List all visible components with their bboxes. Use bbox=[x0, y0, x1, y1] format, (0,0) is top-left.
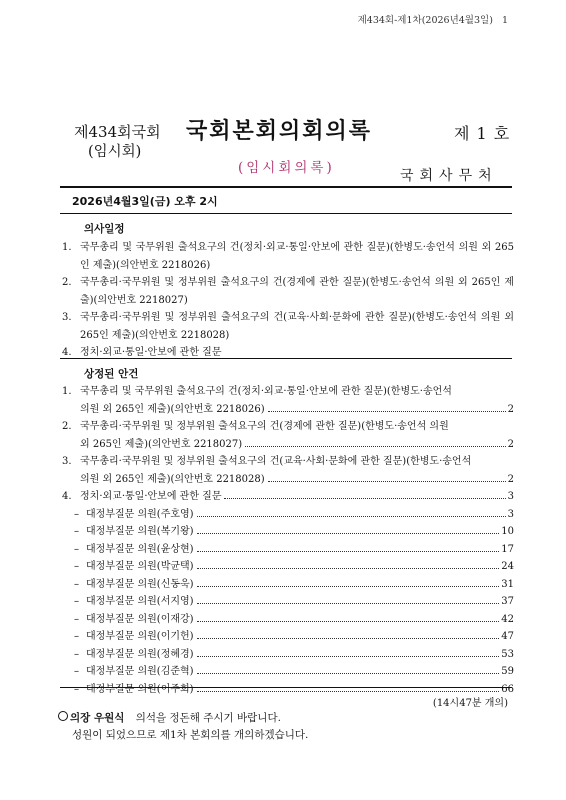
agenda-subitem-page: 3 bbox=[507, 508, 514, 520]
agenda-item[interactable] bbox=[62, 418, 514, 453]
agenda-item-number: 2. bbox=[62, 421, 72, 432]
agenda-subitem[interactable] bbox=[62, 558, 514, 576]
schedule-item bbox=[62, 309, 514, 344]
speech-continuation: 성원이 되었으므로 제1차 본회의를 개의하겠습니다. bbox=[72, 729, 309, 741]
agenda-subitem-page: 42 bbox=[501, 613, 514, 625]
agenda-item-text-cont: 정치·외교·통일·안보에 관한 질문 bbox=[80, 491, 222, 502]
session-label: 제434회국회 bbox=[74, 123, 161, 141]
title-divider bbox=[60, 186, 512, 188]
speaker-line bbox=[58, 710, 281, 725]
session-type-label: (임시회) bbox=[88, 144, 142, 160]
agenda-subitem-page: 31 bbox=[501, 578, 514, 590]
document-subtitle: (임시회의록) bbox=[238, 160, 335, 176]
agenda-item[interactable] bbox=[62, 383, 514, 418]
document-title: 국회본회의회의록 bbox=[186, 118, 373, 144]
leader-dots bbox=[197, 516, 506, 517]
leader-dots bbox=[197, 621, 500, 622]
running-header bbox=[358, 12, 508, 26]
subitem-dash: – bbox=[74, 666, 79, 677]
agenda-subitem-text: 대정부질문 의원(이재강) bbox=[86, 613, 194, 625]
agenda-subitem-text: 대정부질문 의원(윤상현) bbox=[86, 543, 194, 555]
agenda-heading: 상정된 안건 bbox=[84, 368, 139, 380]
agenda-subitem[interactable] bbox=[62, 646, 514, 664]
agenda-subitem-text: 대정부질문 의원(이주희) bbox=[86, 683, 194, 695]
agenda-subitem[interactable] bbox=[62, 628, 514, 646]
agenda-item-text-cont: 의원 외 265인 제출)(의안번호 2218026) bbox=[80, 403, 265, 415]
leader-dots bbox=[197, 586, 500, 587]
agenda-subitem[interactable] bbox=[62, 506, 514, 524]
agenda-item-text-cont: 의원 외 265인 제출)(의안번호 2218028) bbox=[80, 473, 265, 485]
date-divider bbox=[60, 213, 512, 214]
speaker-name: 의장 우원식 bbox=[70, 712, 125, 724]
issue-number: 제 1 호 bbox=[454, 124, 511, 143]
agenda-item-text-cont: 외 265인 제출)(의안번호 2218027) bbox=[80, 438, 243, 450]
leader-dots bbox=[197, 568, 500, 569]
schedule-list bbox=[62, 239, 514, 362]
agenda-item-text: 국무총리 및 국무위원 출석요구의 건(정치·외교·통일·안보에 관한 질문)(한병도·송언석 bbox=[80, 386, 452, 397]
agenda-subitem-page: 47 bbox=[501, 631, 514, 642]
schedule-item-text: 정치·외교·통일·안보에 관한 질문 bbox=[80, 347, 222, 358]
leader-dots bbox=[197, 603, 500, 604]
agenda-subitem-page: 53 bbox=[501, 648, 514, 660]
agenda-subitem[interactable] bbox=[62, 541, 514, 559]
agenda-subitem-text: 대정부질문 의원(신동욱) bbox=[86, 578, 194, 590]
leader-dots bbox=[197, 691, 500, 692]
agenda-subitem[interactable] bbox=[62, 593, 514, 611]
agenda-subitem-page: 59 bbox=[501, 666, 514, 677]
agenda-item-page: 3 bbox=[507, 491, 514, 502]
schedule-item bbox=[62, 239, 514, 274]
schedule-item-number: 2. bbox=[62, 277, 72, 288]
agenda-item-number: 3. bbox=[62, 456, 72, 467]
agenda-item-page: 2 bbox=[507, 473, 514, 485]
subitem-dash: – bbox=[74, 631, 79, 642]
subitem-dash: – bbox=[74, 648, 79, 660]
agenda-item-number: 1. bbox=[62, 386, 72, 397]
agenda-subitem-page: 10 bbox=[501, 526, 514, 537]
subitem-dash: – bbox=[74, 683, 79, 695]
leader-dots bbox=[268, 411, 506, 412]
leader-dots bbox=[268, 481, 506, 482]
leader-dots bbox=[197, 673, 500, 674]
agenda-subitem-text: 대정부질문 의원(복기왕) bbox=[86, 526, 194, 537]
agenda-subitem-page: 17 bbox=[501, 543, 514, 555]
meeting-date: 2026년4월3일(금) 오후 2시 bbox=[72, 195, 218, 208]
schedule-item-text: 국무총리·국무위원 및 정부위원 출석요구의 건(경제에 관한 질문)(한병도·송언석 의원 외 265인 제출)(의안번호 2218027) bbox=[80, 277, 514, 306]
agenda-divider bbox=[60, 687, 512, 688]
speech-text: 의석을 정돈해 주시기 바랍니다. bbox=[135, 712, 281, 724]
agenda-subitem-text: 대정부질문 의원(정혜경) bbox=[86, 648, 194, 660]
schedule-item-text: 국무총리 및 국무위원 출석요구의 건(정치·외교·통일·안보에 관한 질문)(한병도·송언석 의원 외 265인 제출)(의안번호 2218026) bbox=[80, 242, 514, 271]
agenda-item[interactable] bbox=[62, 453, 514, 488]
agenda-subitem[interactable] bbox=[62, 663, 514, 681]
agenda-item-number: 4. bbox=[62, 491, 72, 502]
agenda-subitem-text: 대정부질문 의원(주호영) bbox=[86, 508, 194, 520]
agenda-subitem-text: 대정부질문 의원(김준혁) bbox=[86, 666, 194, 677]
schedule-item-number: 4. bbox=[62, 347, 72, 358]
agenda-subitem[interactable] bbox=[62, 523, 514, 541]
subitem-dash: – bbox=[74, 526, 79, 537]
schedule-heading: 의사일정 bbox=[84, 223, 125, 235]
issuing-office: 국회사무처 bbox=[400, 168, 498, 184]
agenda-item-leader-line bbox=[80, 401, 514, 419]
agenda-item-page: 2 bbox=[507, 403, 514, 415]
agenda-list bbox=[62, 383, 514, 698]
agenda-item-leader-line bbox=[80, 471, 514, 489]
agenda-item-text: 국무총리·국무위원 및 정부위원 출석요구의 건(교육·사회·문화에 관한 질문)(한병도·송언석 bbox=[80, 456, 472, 467]
leader-dots bbox=[197, 551, 500, 552]
leader-dots bbox=[197, 533, 500, 534]
agenda-subitem[interactable] bbox=[62, 576, 514, 594]
leader-dots bbox=[245, 446, 505, 447]
subitem-dash: – bbox=[74, 561, 79, 572]
agenda-subitem-text: 대정부질문 의원(서지영) bbox=[86, 596, 194, 607]
subitem-dash: – bbox=[74, 578, 79, 590]
running-header-text: 제434회-제1차(2026년4월3일) bbox=[357, 15, 493, 26]
schedule-item bbox=[62, 274, 514, 309]
subitem-dash: – bbox=[74, 543, 79, 555]
agenda-subitem-page: 37 bbox=[501, 596, 514, 607]
schedule-item-number: 1. bbox=[62, 242, 72, 253]
page-number: 1 bbox=[501, 15, 508, 26]
agenda-subitem-page: 24 bbox=[501, 561, 514, 572]
agenda-subitem-page: 66 bbox=[501, 683, 514, 695]
speaker-circle-icon bbox=[58, 711, 68, 721]
subitem-dash: – bbox=[74, 613, 79, 625]
agenda-subitem-text: 대정부질문 의원(이기헌) bbox=[86, 631, 194, 642]
agenda-item-leader-line bbox=[80, 436, 514, 454]
subitem-dash: – bbox=[74, 596, 79, 607]
schedule-divider bbox=[60, 358, 512, 359]
schedule-item-number: 3. bbox=[62, 312, 72, 323]
leader-dots bbox=[224, 498, 505, 499]
leader-dots bbox=[197, 638, 500, 639]
subitem-dash: – bbox=[74, 508, 79, 520]
agenda-subitem-text: 대정부질문 의원(박균택) bbox=[86, 561, 194, 572]
agenda-item-page: 2 bbox=[507, 438, 514, 450]
agenda-item-leader-line bbox=[80, 488, 514, 506]
leader-dots bbox=[197, 656, 500, 657]
schedule-item-text: 국무총리·국무위원 및 정부위원 출석요구의 건(교육·사회·문화에 관한 질문)(한병도·송언석 의원 외 265인 제출)(의안번호 2218028) bbox=[80, 312, 514, 341]
agenda-item-text: 국무총리·국무위원 및 정부위원 출석요구의 건(경제에 관한 질문)(한병도·송언석 의원 bbox=[80, 421, 449, 432]
agenda-subitem[interactable] bbox=[62, 611, 514, 629]
agenda-item[interactable] bbox=[62, 488, 514, 506]
opening-time: (14시47분 개의) bbox=[432, 698, 508, 709]
